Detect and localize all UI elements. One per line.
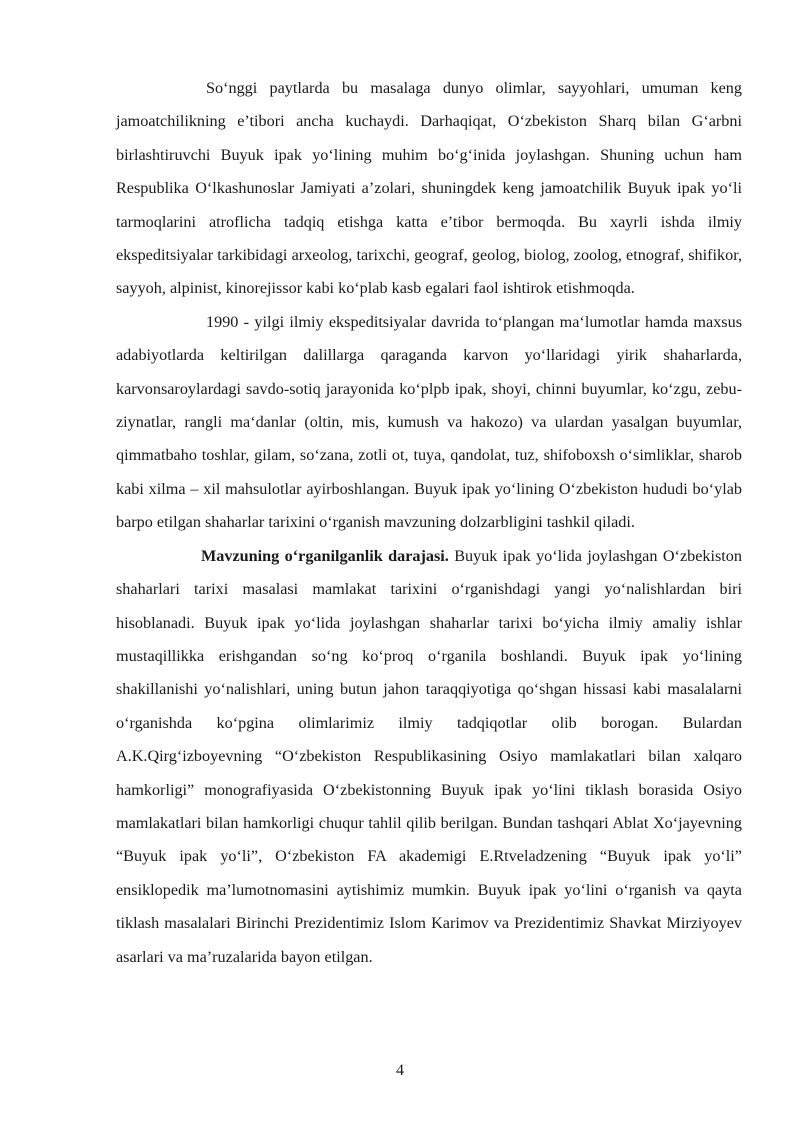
paragraph-intro bbox=[116, 72, 742, 306]
section-lead-heading: Mavzuning o‘rganilganlik darajasi. bbox=[201, 546, 449, 565]
page-number: 4 bbox=[396, 1062, 404, 1079]
paragraph-expeditions bbox=[116, 306, 742, 540]
paragraph-intro-text: So‘nggi paytlarda bu masalaga dunyo olimlar, sayyohlari, umuman keng jamoatchilikning e’tibori ancha kuchaydi. Darhaqiqat, O‘zbekiston Sharq bilan G‘arbni birlashtiruvchi Buyuk ipak yo‘lining muhim bo‘g‘inida joylashgan. Shuning uchun ham Respublika O‘lkashunoslar Jamiyati a’zolari, shuningdek keng jamoatchilik Buyuk ipak yo‘li tarmoqlarini atroflicha tadqiq etishga katta e’tibor bermoqda. Bu xayrli ishda ilmiy ekspeditsiyalar tarkibidagi arxeolog, tarixchi, geograf, geolog, biolog, zoolog, etnograf, shifikor, sayyoh, alpinist, kinorejissor kabi ko‘plab kasb egalari faol ishtirok etishmoqda. bbox=[116, 79, 742, 298]
body-text bbox=[116, 72, 742, 974]
paragraph-study-level-text: Buyuk ipak yo‘lida joylashgan O‘zbekiston shaharlari tarixi masalasi mamlakat tarixini o‘rganishdagi yangi yo‘nalishlardan biri hisoblanadi. Buyuk ipak yo‘lida joylashgan shaharlar tarixi bo‘yicha ilmiy amaliy ishlar mustaqillikka erishgandan so‘ng ko‘proq o‘rganila boshlandi. Buyuk ipak yo‘lining shakillanishi yo‘nalishlari, uning butun jahon taraqqiyotiga qo‘shgan hissasi kabi masalalarni o‘rganishda ko‘pgina olimlarimiz ilmiy tadqiqotlar olib borogan. Bulardan A.K.Qirg‘izboyevning “O‘zbekiston Respublikasining Osiyo mamlakatlari bilan xalqaro hamkorligi” monografiyasida O‘zbekistonning Buyuk ipak yo‘lini tiklash borasida Osiyo mamlakatlari bilan hamkorligi chuqur tahlil qilib berilgan. Bundan tashqari Ablat Xo‘jayevning “Buyuk ipak yo‘li”, O‘zbekiston FA akademigi E.Rtveladzening “Buyuk ipak yo‘li” ensiklopedik ma’lumotnomasini aytishimiz mumkin. Buyuk ipak yo‘lini o‘rganish va qayta tiklash masalalari Birinchi Prezidentimiz Islom Karimov va Prezidentimiz Shavkat Mirziyoyev asarlari va ma’ruzalarida bayon etilgan. bbox=[116, 546, 742, 966]
paragraph-study-level bbox=[116, 540, 742, 974]
paragraph-expeditions-text: 1990 - yilgi ilmiy ekspeditsiyalar davrida to‘plangan ma‘lumotlar hamda maxsus adabiyotlarda keltirilgan dalillarga qaraganda karvon yo‘llaridagi yirik shaharlarda, karvonsaroylardagi savdo-sotiq jarayonida ko‘plpb ipak, shoyi, chinni buyumlar, ko‘zgu, zebu-ziynatlar, rangli ma‘danlar (oltin, mis, kumush va hakozo) va ulardan yasalgan buyumlar, qimmatbaho toshlar, gilam, so‘zana, zotli ot, tuya, qandolat, tuz, shifoboxsh o‘simliklar, sharob kabi xilma – xil mahsulotlar ayirboshlangan. Buyuk ipak yo‘lining O‘zbekiston hududi bo‘ylab barpo etilgan shaharlar tarixini o‘rganish mavzuning dolzarbligini tashkil qiladi. bbox=[116, 312, 742, 532]
